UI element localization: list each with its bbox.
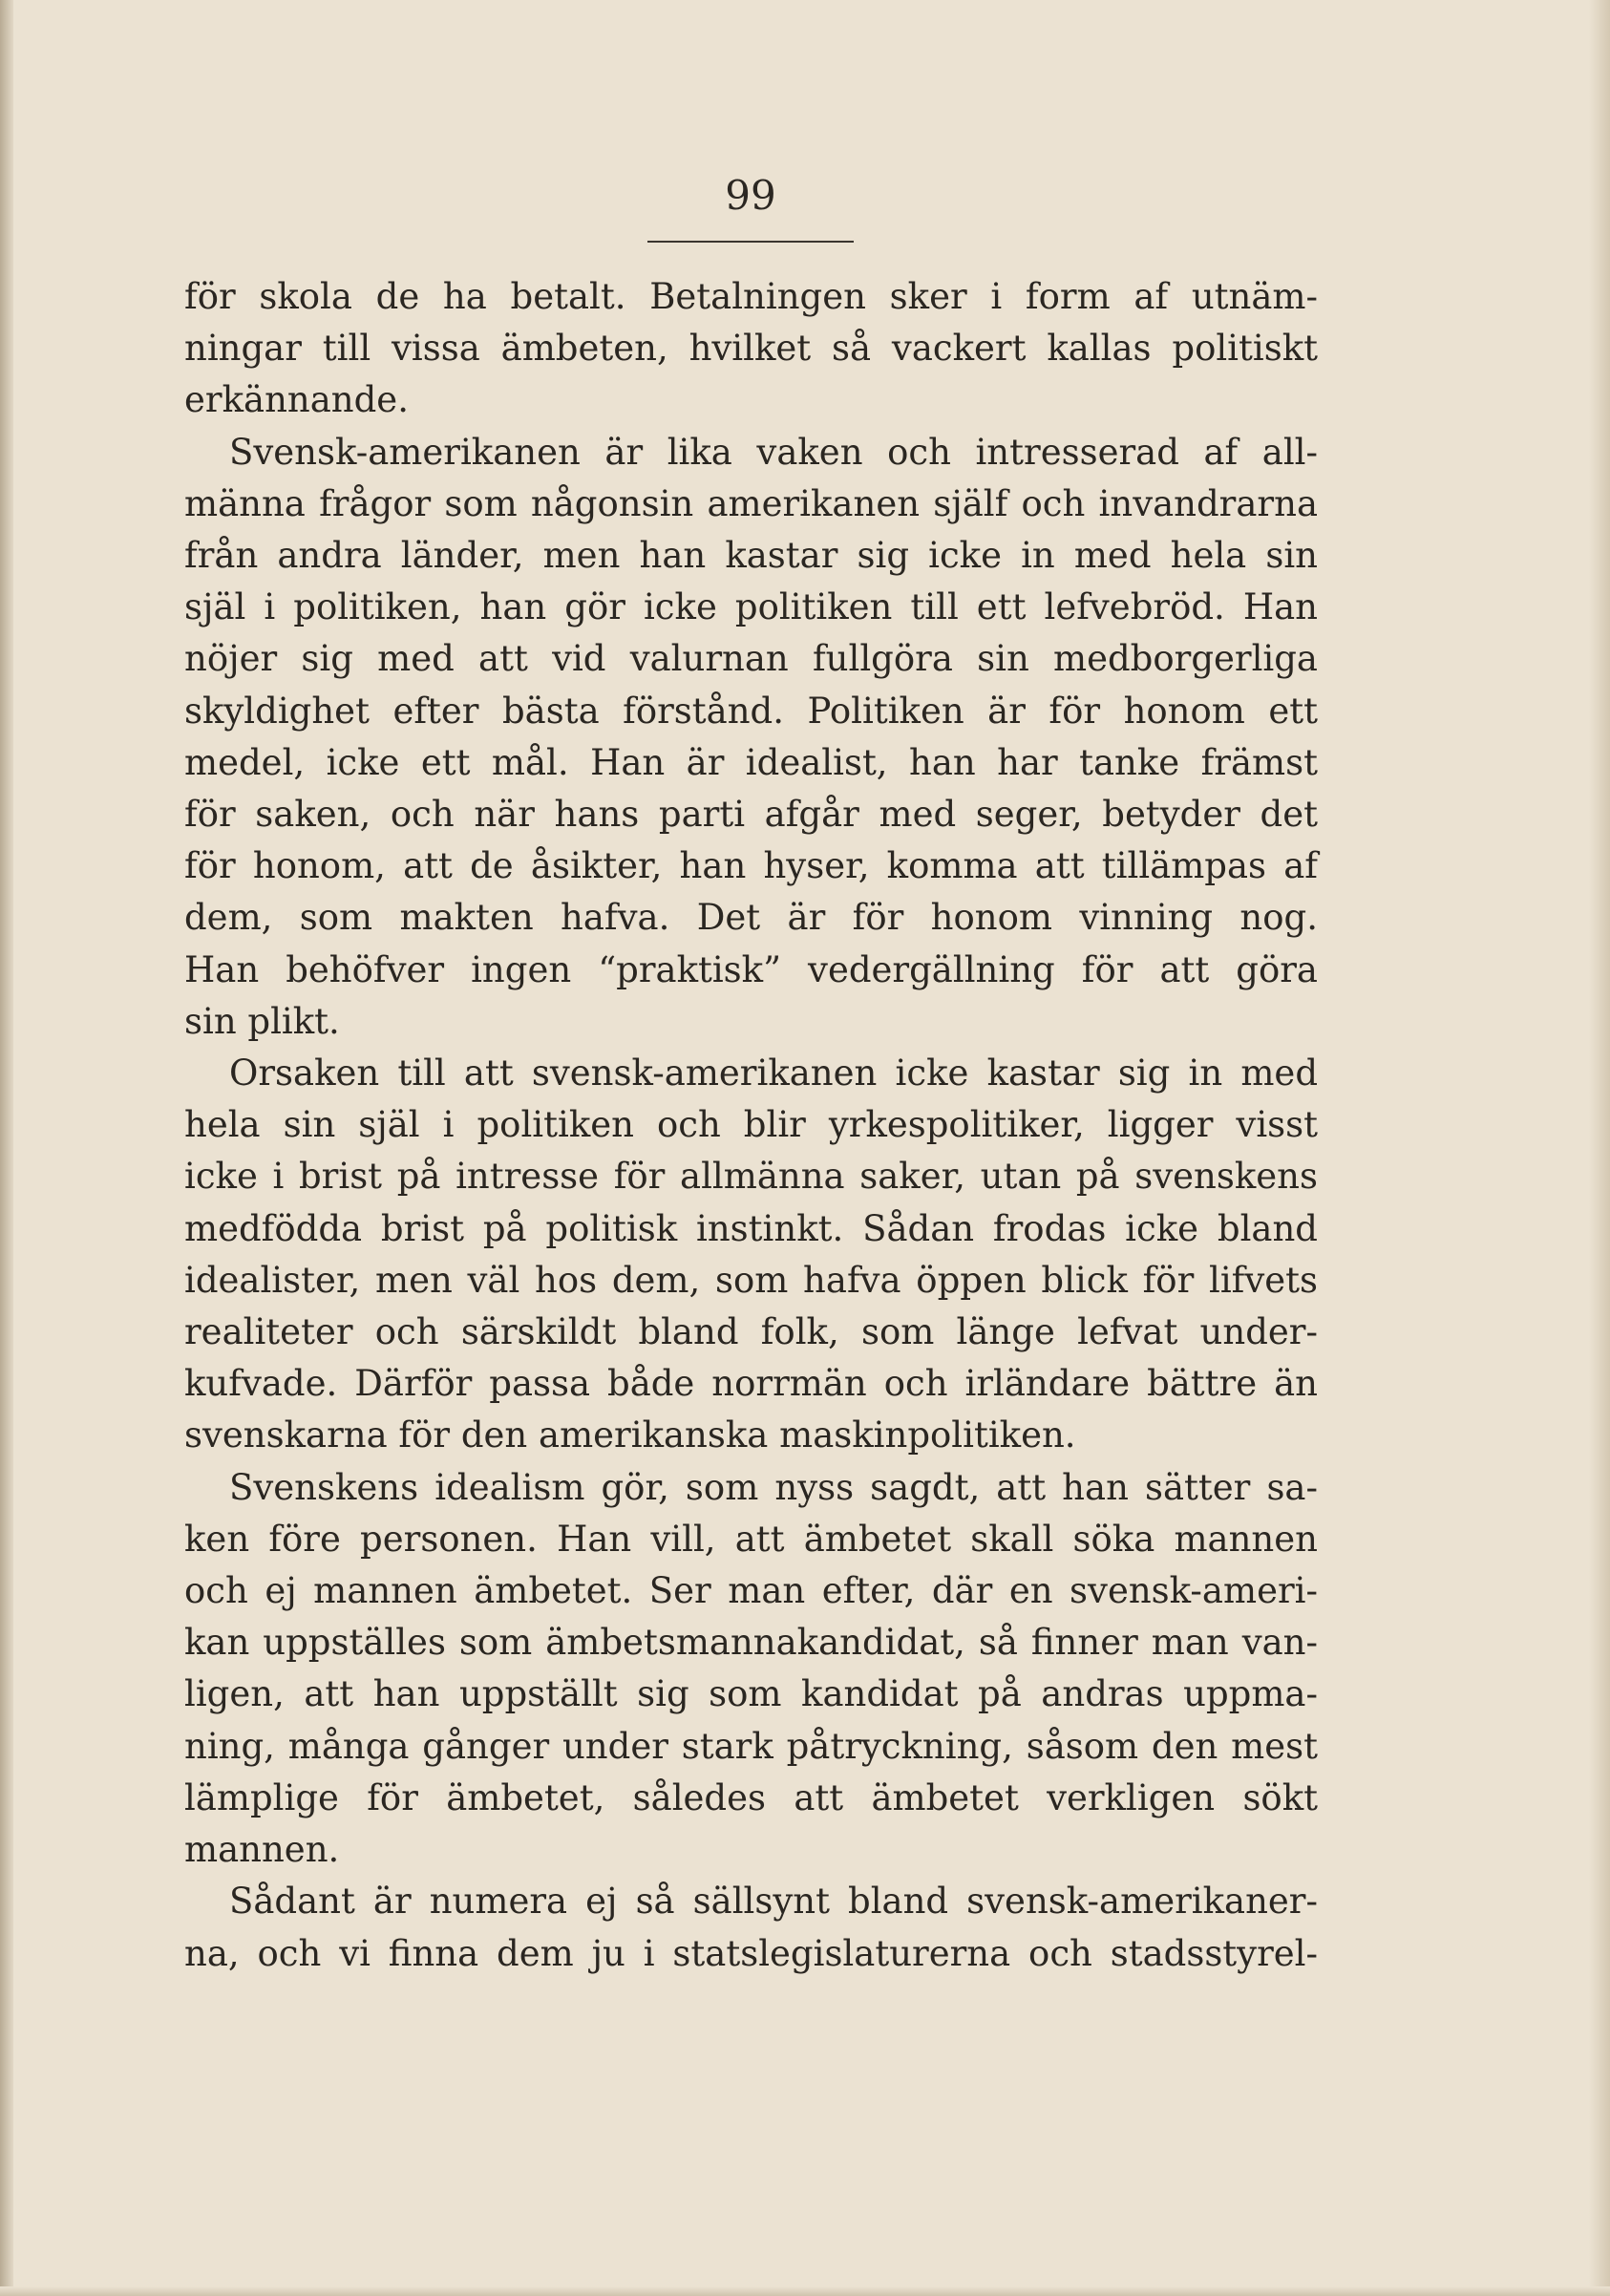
- body-text: [184, 271, 1318, 1980]
- text-line: sin plikt.: [184, 1000, 340, 1042]
- text-line: för saken, och när hans parti afgår med seger, betyder det: [184, 794, 1318, 836]
- text-line: na, och vi finna dem ju i statslegislaturerna och stadsstyrel-: [184, 1932, 1318, 1974]
- text-line: Svenskens idealism gör, som nyss sagdt, att han sätter sa-: [229, 1466, 1318, 1508]
- page-number-rule: [647, 241, 854, 243]
- text-line: männa frågor som någonsin amerikanen själf och invandrarna: [184, 482, 1318, 524]
- page-binding-edge: [0, 0, 13, 2296]
- text-line: Orsaken till att svensk-amerikanen icke kastar sig in med: [229, 1052, 1318, 1095]
- paragraph: [184, 1048, 1318, 1462]
- text-line: dem, som makten hafva. Det är för honom vinning nog.: [184, 897, 1318, 939]
- paragraph: [184, 1462, 1318, 1877]
- text-line: själ i politiken, han gör icke politiken till ett lefvebröd. Han: [184, 586, 1318, 628]
- text-line: mannen.: [184, 1829, 340, 1871]
- text-line: svenskarna för den amerikanska maskinpolitiken.: [184, 1414, 1076, 1456]
- paragraph: [184, 271, 1318, 427]
- text-line: Han behöfver ingen “praktisk” vedergällning för att göra: [184, 948, 1318, 990]
- text-line: erkännande.: [184, 379, 409, 421]
- paragraph: [184, 427, 1318, 1048]
- text-line: ning, många gånger under stark påtryckning, såsom den mest: [184, 1725, 1318, 1767]
- page-right-edge: [1589, 0, 1610, 2296]
- page-bottom-edge: [0, 2286, 1610, 2296]
- paragraph: [184, 1876, 1318, 1979]
- text-line: kan uppställes som ämbetsmannakandidat, så finner man van-: [184, 1622, 1318, 1664]
- text-line: kufvade. Därför passa både norrmän och irländare bättre än: [184, 1363, 1318, 1405]
- text-line: hela sin själ i politiken och blir yrkespolitiker, ligger visst: [184, 1104, 1318, 1146]
- text-line: för honom, att de åsikter, han hyser, komma att tillämpas af: [184, 845, 1318, 887]
- text-line: realiteter och särskildt bland folk, som länge lefvat under-: [184, 1311, 1318, 1353]
- text-line: idealister, men väl hos dem, som hafva öppen blick för lifvets: [184, 1259, 1318, 1301]
- text-line: ningar till vissa ämbeten, hvilket så vackert kallas politiskt: [184, 328, 1318, 370]
- text-line: Sådant är numera ej så sällsynt bland svensk-amerikaner-: [229, 1881, 1318, 1923]
- text-line: lämplige för ämbetet, således att ämbetet verkligen sökt: [184, 1776, 1318, 1818]
- text-line: medel, icke ett mål. Han är idealist, han har tanke främst: [184, 741, 1318, 783]
- text-line: ligen, att han uppställt sig som kandidat på andras uppma-: [184, 1673, 1318, 1715]
- page-number: 99: [725, 172, 776, 219]
- text-line: nöjer sig med att vid valurnan fullgöra sin medborgerliga: [184, 638, 1318, 680]
- text-line: skyldighet efter bästa förstånd. Politiken är för honom ett: [184, 690, 1318, 732]
- text-line: från andra länder, men han kastar sig icke in med hela sin: [184, 535, 1318, 577]
- text-line: Svensk-amerikanen är lika vaken och intresserad af all-: [229, 431, 1318, 473]
- text-line: icke i brist på intresse för allmänna saker, utan på svenskens: [184, 1156, 1318, 1198]
- text-line: ken före personen. Han vill, att ämbetet skall söka mannen: [184, 1518, 1318, 1560]
- text-line: för skola de ha betalt. Betalningen sker i form af utnäm-: [184, 276, 1318, 317]
- text-line: medfödda brist på politisk instinkt. Sådan frodas icke bland: [184, 1207, 1318, 1249]
- text-line: och ej mannen ämbetet. Ser man efter, där en svensk-ameri-: [184, 1570, 1318, 1612]
